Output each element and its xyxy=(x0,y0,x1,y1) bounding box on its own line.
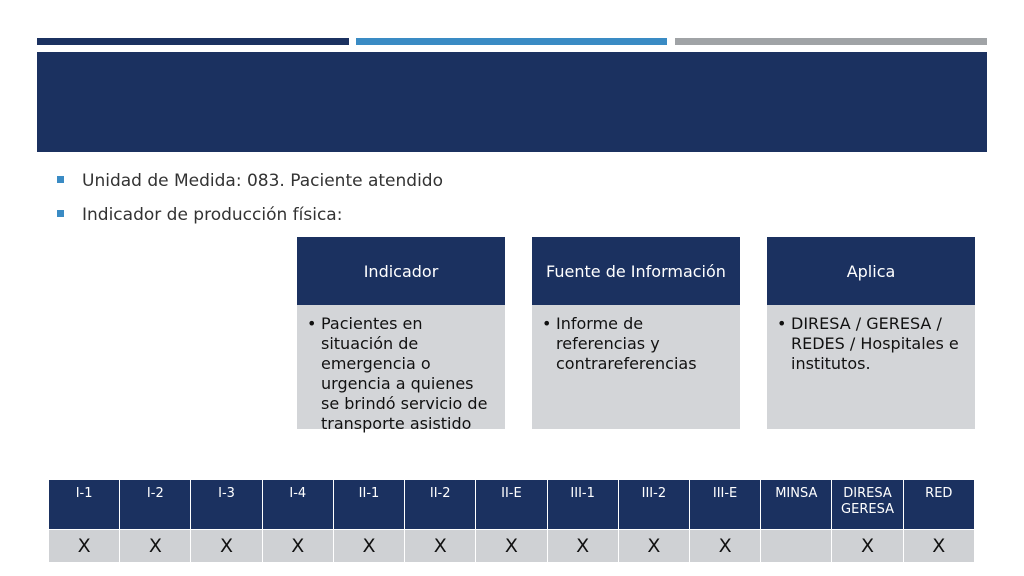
levels-mark-row xyxy=(49,530,975,563)
level-mark xyxy=(761,530,832,563)
level-header: I-3 xyxy=(191,480,262,530)
card-body xyxy=(297,305,505,433)
level-header: III-1 xyxy=(547,480,618,530)
bullet-text: Indicador de producción física: xyxy=(82,205,343,225)
level-header: I-1 xyxy=(49,480,120,530)
level-header: II-1 xyxy=(333,480,404,530)
level-mark: X xyxy=(120,530,191,563)
bullet-list xyxy=(57,170,443,238)
card-title: Indicador xyxy=(297,237,505,305)
title-banner xyxy=(37,52,987,152)
level-mark: X xyxy=(191,530,262,563)
level-mark: X xyxy=(547,530,618,563)
level-mark: X xyxy=(618,530,689,563)
square-bullet-icon xyxy=(57,176,64,183)
card-body-text: • Pacientes en situación de emergencia o urgencia a quienes se brindó servicio de transporte asistido xyxy=(307,314,495,434)
card-body xyxy=(532,305,740,429)
level-header: I-2 xyxy=(120,480,191,530)
card-body-text: • Informe de referencias y contrareferencias xyxy=(542,314,730,374)
bullet-unidad-medida xyxy=(57,170,443,204)
square-bullet-icon xyxy=(57,210,64,217)
level-mark: X xyxy=(49,530,120,563)
top-bar-blue xyxy=(356,38,667,45)
card-title: Fuente de Información xyxy=(532,237,740,305)
top-bar-dark xyxy=(37,38,349,45)
level-header: II-E xyxy=(476,480,547,530)
level-header: DIRESA GERESA xyxy=(832,480,903,530)
level-mark: X xyxy=(903,530,974,563)
levels-header-row xyxy=(49,480,975,530)
level-header: III-2 xyxy=(618,480,689,530)
card-title: Aplica xyxy=(767,237,975,305)
level-mark: X xyxy=(333,530,404,563)
level-mark: X xyxy=(262,530,333,563)
bullet-text: Unidad de Medida: 083. Paciente atendido xyxy=(82,171,443,191)
card-body xyxy=(767,305,975,429)
card-indicador xyxy=(297,237,505,433)
level-header: II-2 xyxy=(405,480,476,530)
level-mark: X xyxy=(476,530,547,563)
card-aplica xyxy=(767,237,975,429)
level-header: MINSA xyxy=(761,480,832,530)
level-mark: X xyxy=(689,530,760,563)
level-header: I-4 xyxy=(262,480,333,530)
level-header: RED xyxy=(903,480,974,530)
level-mark: X xyxy=(832,530,903,563)
level-mark: X xyxy=(405,530,476,563)
levels-table xyxy=(48,479,975,563)
card-body-text: • DIRESA / GERESA / REDES / Hospitales e institutos. xyxy=(777,314,965,374)
level-header: III-E xyxy=(689,480,760,530)
bullet-indicador-produccion xyxy=(57,204,443,238)
top-bar-gray xyxy=(675,38,987,45)
card-fuente-informacion xyxy=(532,237,740,429)
